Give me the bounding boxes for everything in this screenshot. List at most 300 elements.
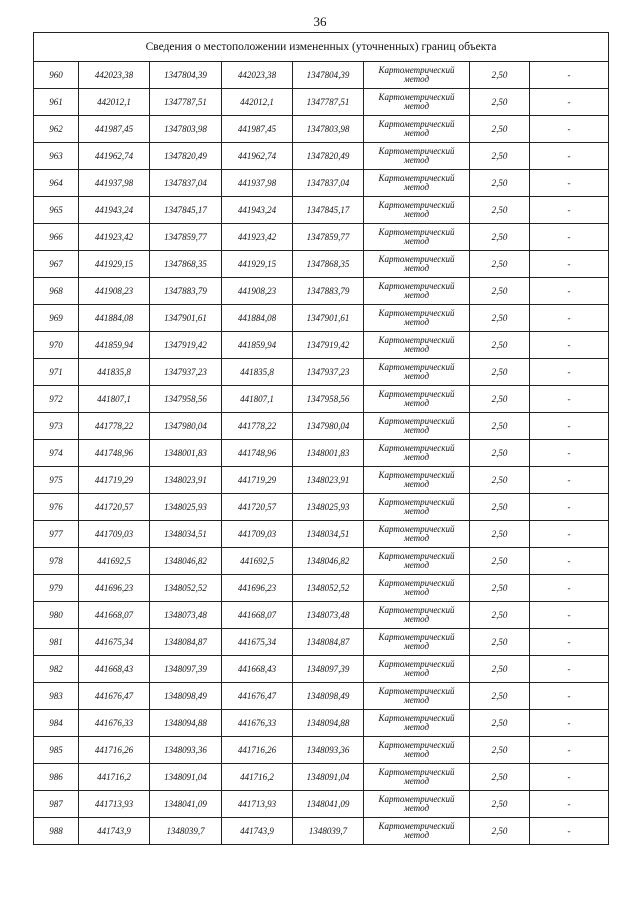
x-refined-cell: 441937,98 [222,170,293,197]
method-line1: Картометрический [378,335,455,345]
y-refined-cell: 1347919,42 [293,332,364,359]
y-refined-cell: 1347937,23 [293,359,364,386]
method-cell [364,440,470,467]
y-refined-cell: 1348025,93 [293,494,364,521]
y-refined-cell: 1347804,39 [293,62,364,89]
method-line1: Картометрический [378,173,455,183]
method-cell [364,62,470,89]
method-line2: метод [403,479,430,489]
accuracy-cell: 2,50 [470,764,530,791]
method-cell [364,224,470,251]
x-refined-cell: 441778,22 [222,413,293,440]
x-refined-cell: 441692,5 [222,548,293,575]
method-cell [364,332,470,359]
point-description-cell: - [530,440,609,467]
method-line1: Картометрический [378,65,455,75]
y-refined-cell: 1348094,88 [293,710,364,737]
table-row [34,467,609,494]
point-description-cell: - [530,791,609,818]
table-row [34,62,609,89]
point-number-cell: 987 [34,791,79,818]
method-line1: Картометрический [378,605,455,615]
x-refined-cell: 442012,1 [222,89,293,116]
point-number-cell: 968 [34,278,79,305]
x-refined-cell: 441713,93 [222,791,293,818]
method-line2: метод [403,236,430,246]
x-existing-cell: 441929,15 [79,251,150,278]
method-line1: Картометрический [378,281,455,291]
accuracy-cell: 2,50 [470,305,530,332]
y-refined-cell: 1347787,51 [293,89,364,116]
x-existing-cell: 442012,1 [79,89,150,116]
y-existing-cell: 1347837,04 [150,170,222,197]
method-cell [364,548,470,575]
point-description-cell: - [530,332,609,359]
x-refined-cell: 441720,57 [222,494,293,521]
x-existing-cell: 441859,94 [79,332,150,359]
accuracy-cell: 2,50 [470,737,530,764]
accuracy-cell: 2,50 [470,818,530,845]
y-refined-cell: 1347803,98 [293,116,364,143]
point-number-cell: 967 [34,251,79,278]
y-existing-cell: 1348046,82 [150,548,222,575]
point-number-cell: 983 [34,683,79,710]
table-row [34,224,609,251]
table-row [34,89,609,116]
x-refined-cell: 441884,08 [222,305,293,332]
y-refined-cell: 1347901,61 [293,305,364,332]
table-row [34,305,609,332]
method-line2: метод [403,290,430,300]
table-row [34,386,609,413]
y-existing-cell: 1348098,49 [150,683,222,710]
x-refined-cell: 441807,1 [222,386,293,413]
y-refined-cell: 1348073,48 [293,602,364,629]
y-refined-cell: 1347980,04 [293,413,364,440]
method-line1: Картометрический [378,686,455,696]
method-line2: метод [403,533,430,543]
x-refined-cell: 441743,9 [222,818,293,845]
point-description-cell: - [530,224,609,251]
y-existing-cell: 1348023,91 [150,467,222,494]
accuracy-cell: 2,50 [470,170,530,197]
accuracy-cell: 2,50 [470,440,530,467]
y-refined-cell: 1348039,7 [293,818,364,845]
accuracy-cell: 2,50 [470,602,530,629]
point-number-cell: 963 [34,143,79,170]
point-description-cell: - [530,278,609,305]
table-row [34,278,609,305]
point-number-cell: 976 [34,494,79,521]
x-refined-cell: 441987,45 [222,116,293,143]
y-existing-cell: 1348097,39 [150,656,222,683]
y-refined-cell: 1347859,77 [293,224,364,251]
method-line1: Картометрический [378,227,455,237]
y-existing-cell: 1348073,48 [150,602,222,629]
x-existing-cell: 441692,5 [79,548,150,575]
x-existing-cell: 441668,43 [79,656,150,683]
x-existing-cell: 441716,2 [79,764,150,791]
x-existing-cell: 441778,22 [79,413,150,440]
point-description-cell: - [530,521,609,548]
method-cell [364,818,470,845]
method-line1: Картометрический [378,578,455,588]
x-existing-cell: 441743,9 [79,818,150,845]
point-description-cell: - [530,197,609,224]
y-existing-cell: 1347937,23 [150,359,222,386]
y-existing-cell: 1348041,09 [150,791,222,818]
y-existing-cell: 1347919,42 [150,332,222,359]
table-row [34,575,609,602]
method-cell [364,359,470,386]
point-description-cell: - [530,386,609,413]
method-line1: Картометрический [378,470,455,480]
point-description-cell: - [530,143,609,170]
x-refined-cell: 441668,07 [222,602,293,629]
x-existing-cell: 441748,96 [79,440,150,467]
method-line1: Картометрический [378,794,455,804]
method-line1: Картометрический [378,443,455,453]
point-number-cell: 978 [34,548,79,575]
x-existing-cell: 441943,24 [79,197,150,224]
table-row [34,737,609,764]
table-row [34,494,609,521]
point-description-cell: - [530,305,609,332]
x-refined-cell: 441943,24 [222,197,293,224]
x-existing-cell: 441676,33 [79,710,150,737]
method-cell [364,467,470,494]
y-refined-cell: 1348046,82 [293,548,364,575]
method-line1: Картометрический [378,389,455,399]
method-line2: метод [403,344,430,354]
point-description-cell: - [530,116,609,143]
accuracy-cell: 2,50 [470,116,530,143]
table-row [34,818,609,845]
point-number-cell: 982 [34,656,79,683]
method-line2: метод [403,74,430,84]
x-existing-cell: 441987,45 [79,116,150,143]
method-cell [364,656,470,683]
y-refined-cell: 1348052,52 [293,575,364,602]
point-number-cell: 961 [34,89,79,116]
accuracy-cell: 2,50 [470,62,530,89]
table-row [34,413,609,440]
y-refined-cell: 1347868,35 [293,251,364,278]
y-existing-cell: 1347787,51 [150,89,222,116]
point-description-cell: - [530,818,609,845]
x-existing-cell: 441668,07 [79,602,150,629]
table-row [34,251,609,278]
x-existing-cell: 442023,38 [79,62,150,89]
table-row [34,548,609,575]
point-number-cell: 973 [34,413,79,440]
table-row [34,791,609,818]
point-description-cell: - [530,251,609,278]
y-existing-cell: 1348093,36 [150,737,222,764]
x-refined-cell: 441859,94 [222,332,293,359]
point-number-cell: 972 [34,386,79,413]
point-description-cell: - [530,494,609,521]
method-line1: Картометрический [378,119,455,129]
accuracy-cell: 2,50 [470,710,530,737]
method-line2: метод [403,182,430,192]
method-cell [364,251,470,278]
y-existing-cell: 1347804,39 [150,62,222,89]
point-number-cell: 970 [34,332,79,359]
accuracy-cell: 2,50 [470,332,530,359]
method-line1: Картометрический [378,308,455,318]
y-existing-cell: 1348084,87 [150,629,222,656]
method-line1: Картометрический [378,146,455,156]
y-refined-cell: 1348001,83 [293,440,364,467]
y-refined-cell: 1348023,91 [293,467,364,494]
method-line2: метод [403,587,430,597]
method-line1: Картометрический [378,659,455,669]
accuracy-cell: 2,50 [470,575,530,602]
y-existing-cell: 1347868,35 [150,251,222,278]
method-line1: Картометрический [378,254,455,264]
page-number: 36 [313,14,327,29]
x-existing-cell: 441962,74 [79,143,150,170]
point-description-cell: - [530,764,609,791]
x-refined-cell: 441696,23 [222,575,293,602]
point-description-cell: - [530,89,609,116]
point-number-cell: 960 [34,62,79,89]
y-existing-cell: 1348094,88 [150,710,222,737]
table-row [34,521,609,548]
point-description-cell: - [530,359,609,386]
method-line2: метод [403,668,430,678]
table-row [34,683,609,710]
x-existing-cell: 441807,1 [79,386,150,413]
method-line1: Картометрический [378,767,455,777]
table-row [34,656,609,683]
x-existing-cell: 441720,57 [79,494,150,521]
y-refined-cell: 1348034,51 [293,521,364,548]
point-number-cell: 975 [34,467,79,494]
method-cell [364,386,470,413]
method-line1: Картометрический [378,551,455,561]
method-line2: метод [403,263,430,273]
x-existing-cell: 441709,03 [79,521,150,548]
table-row [34,602,609,629]
y-existing-cell: 1348091,04 [150,764,222,791]
y-existing-cell: 1348039,7 [150,818,222,845]
method-cell [364,575,470,602]
accuracy-cell: 2,50 [470,224,530,251]
method-cell [364,521,470,548]
accuracy-cell: 2,50 [470,467,530,494]
point-number-cell: 969 [34,305,79,332]
point-number-cell: 988 [34,818,79,845]
y-refined-cell: 1348084,87 [293,629,364,656]
method-cell [364,143,470,170]
method-cell [364,791,470,818]
y-existing-cell: 1347958,56 [150,386,222,413]
point-description-cell: - [530,629,609,656]
accuracy-cell: 2,50 [470,656,530,683]
method-line1: Картометрический [378,713,455,723]
y-existing-cell: 1348001,83 [150,440,222,467]
y-existing-cell: 1347980,04 [150,413,222,440]
method-line2: метод [403,749,430,759]
method-cell [364,305,470,332]
x-existing-cell: 441716,26 [79,737,150,764]
method-cell [364,197,470,224]
method-line2: метод [403,371,430,381]
y-existing-cell: 1348025,93 [150,494,222,521]
point-description-cell: - [530,656,609,683]
x-refined-cell: 441675,34 [222,629,293,656]
method-cell [364,116,470,143]
table-row [34,116,609,143]
y-existing-cell: 1347820,49 [150,143,222,170]
point-description-cell: - [530,710,609,737]
point-description-cell: - [530,170,609,197]
accuracy-cell: 2,50 [470,359,530,386]
accuracy-cell: 2,50 [470,197,530,224]
table-row [34,170,609,197]
method-line2: метод [403,101,430,111]
x-refined-cell: 441709,03 [222,521,293,548]
point-description-cell: - [530,548,609,575]
y-existing-cell: 1347859,77 [150,224,222,251]
method-cell [364,737,470,764]
x-existing-cell: 441676,47 [79,683,150,710]
method-cell [364,683,470,710]
method-line2: метод [403,398,430,408]
method-cell [364,629,470,656]
point-number-cell: 980 [34,602,79,629]
method-cell [364,89,470,116]
accuracy-cell: 2,50 [470,278,530,305]
point-number-cell: 981 [34,629,79,656]
point-description-cell: - [530,575,609,602]
method-line1: Картометрический [378,416,455,426]
y-existing-cell: 1347803,98 [150,116,222,143]
y-existing-cell: 1348052,52 [150,575,222,602]
y-refined-cell: 1348098,49 [293,683,364,710]
point-number-cell: 984 [34,710,79,737]
method-line2: метод [403,614,430,624]
point-number-cell: 966 [34,224,79,251]
x-existing-cell: 441884,08 [79,305,150,332]
y-refined-cell: 1348093,36 [293,737,364,764]
point-description-cell: - [530,602,609,629]
method-line2: метод [403,452,430,462]
x-existing-cell: 441696,23 [79,575,150,602]
method-cell [364,710,470,737]
table-row [34,710,609,737]
x-refined-cell: 441676,33 [222,710,293,737]
point-description-cell: - [530,683,609,710]
point-number-cell: 965 [34,197,79,224]
x-refined-cell: 441716,26 [222,737,293,764]
point-number-cell: 962 [34,116,79,143]
method-line2: метод [403,776,430,786]
table-row [34,197,609,224]
point-number-cell: 986 [34,764,79,791]
x-refined-cell: 441716,2 [222,764,293,791]
method-line1: Картометрический [378,362,455,372]
method-line1: Картометрический [378,92,455,102]
table-body [34,62,609,845]
point-number-cell: 979 [34,575,79,602]
accuracy-cell: 2,50 [470,413,530,440]
x-refined-cell: 441676,47 [222,683,293,710]
method-line2: метод [403,425,430,435]
x-refined-cell: 441719,29 [222,467,293,494]
x-refined-cell: 442023,38 [222,62,293,89]
method-cell [364,278,470,305]
method-line1: Картометрический [378,632,455,642]
accuracy-cell: 2,50 [470,494,530,521]
method-line2: метод [403,155,430,165]
table-title: Сведения о местоположении измененных (уточненных) границ объекта [34,33,609,62]
method-cell [364,170,470,197]
accuracy-cell: 2,50 [470,89,530,116]
y-refined-cell: 1347958,56 [293,386,364,413]
x-refined-cell: 441929,15 [222,251,293,278]
y-refined-cell: 1347883,79 [293,278,364,305]
x-existing-cell: 441908,23 [79,278,150,305]
accuracy-cell: 2,50 [470,143,530,170]
point-description-cell: - [530,62,609,89]
point-number-cell: 964 [34,170,79,197]
x-existing-cell: 441675,34 [79,629,150,656]
point-number-cell: 974 [34,440,79,467]
method-cell [364,764,470,791]
x-refined-cell: 441668,43 [222,656,293,683]
method-line2: метод [403,128,430,138]
method-line1: Картометрический [378,821,455,831]
accuracy-cell: 2,50 [470,683,530,710]
x-existing-cell: 441713,93 [79,791,150,818]
y-refined-cell: 1348041,09 [293,791,364,818]
y-refined-cell: 1347820,49 [293,143,364,170]
accuracy-cell: 2,50 [470,629,530,656]
x-refined-cell: 441923,42 [222,224,293,251]
table-row [34,359,609,386]
y-refined-cell: 1348097,39 [293,656,364,683]
method-line2: метод [403,803,430,813]
accuracy-cell: 2,50 [470,791,530,818]
x-refined-cell: 441748,96 [222,440,293,467]
table-row [34,440,609,467]
accuracy-cell: 2,50 [470,548,530,575]
x-refined-cell: 441835,8 [222,359,293,386]
method-line1: Картометрический [378,740,455,750]
x-existing-cell: 441923,42 [79,224,150,251]
point-description-cell: - [530,467,609,494]
x-existing-cell: 441719,29 [79,467,150,494]
table-row [34,332,609,359]
method-line2: метод [403,560,430,570]
x-refined-cell: 441908,23 [222,278,293,305]
y-refined-cell: 1347837,04 [293,170,364,197]
y-existing-cell: 1347845,17 [150,197,222,224]
point-description-cell: - [530,413,609,440]
method-line2: метод [403,830,430,840]
point-number-cell: 985 [34,737,79,764]
method-cell [364,413,470,440]
table-row [34,143,609,170]
x-existing-cell: 441835,8 [79,359,150,386]
method-line2: метод [403,695,430,705]
method-cell [364,602,470,629]
method-line1: Картометрический [378,200,455,210]
y-refined-cell: 1348091,04 [293,764,364,791]
